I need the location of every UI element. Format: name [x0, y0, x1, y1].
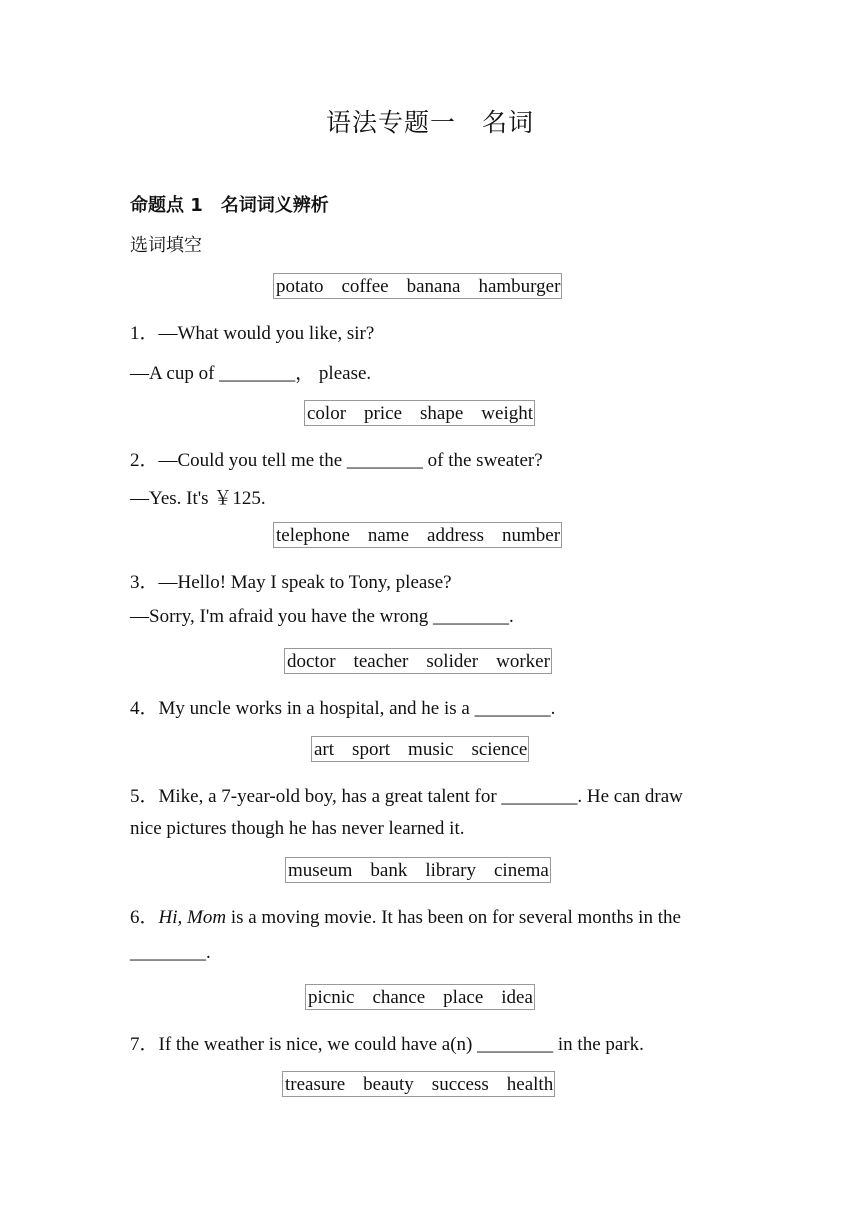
word-box-7 — [305, 984, 535, 1010]
word-option: beauty — [363, 1074, 414, 1095]
word-box-2 — [304, 400, 535, 426]
word-option: worker — [496, 651, 550, 672]
question-5-line-2: nice pictures though he has never learned it. — [130, 818, 465, 839]
word-option: doctor — [287, 651, 336, 672]
word-option: place — [443, 987, 484, 1008]
question-number: 6． — [130, 907, 159, 928]
word-option: weight — [481, 403, 534, 424]
word-option: telephone — [276, 525, 350, 546]
word-option: banana — [406, 276, 461, 297]
question-5-line-1: 5．Mike, a 7-year-old boy, has a great talent for ________. He can draw — [130, 786, 683, 807]
word-option: cinema — [493, 860, 549, 881]
word-box-1 — [273, 273, 562, 299]
word-option: bank — [370, 860, 408, 881]
word-option: art — [314, 739, 335, 760]
word-option: library — [425, 860, 476, 881]
question-2-line-1: 2．—Could you tell me the ________ of the sweater? — [130, 450, 543, 471]
word-option: color — [307, 403, 347, 424]
question-7: 7．If the weather is nice, we could have a(n) ________ in the park. — [130, 1034, 644, 1055]
word-box-8 — [282, 1071, 555, 1097]
word-box-4 — [284, 648, 552, 674]
question-2-line-2: —Yes. It's ￥125. — [130, 488, 266, 509]
question-text: is a moving movie. It has been on for several months in the — [226, 907, 681, 928]
word-option: success — [431, 1074, 489, 1095]
word-option: price — [364, 403, 403, 424]
word-option: sport — [352, 739, 391, 760]
question-6-line-1 — [130, 902, 681, 929]
section-heading: 命题点 1 名词词义辨析 — [130, 195, 329, 216]
word-option: name — [367, 525, 410, 546]
word-option: teacher — [353, 651, 409, 672]
word-option: music — [408, 739, 454, 760]
word-option: picnic — [308, 987, 355, 1008]
word-option: shape — [420, 403, 464, 424]
word-option: coffee — [341, 276, 389, 297]
word-option: chance — [372, 987, 426, 1008]
word-option: science — [471, 739, 528, 760]
question-3-line-2: —Sorry, I'm afraid you have the wrong ________. — [130, 606, 514, 627]
movie-title: Hi, Mom — [158, 907, 227, 928]
word-box-3 — [273, 522, 562, 548]
word-option: potato — [276, 276, 324, 297]
instruction: 选词填空 — [130, 235, 202, 256]
question-1-line-1: 1．—What would you like, sir? — [130, 323, 375, 344]
word-option: treasure — [285, 1074, 346, 1095]
word-option: address — [427, 525, 484, 546]
word-option: solider — [426, 651, 479, 672]
word-option: health — [506, 1074, 554, 1095]
question-1-line-2: —A cup of ________， please. — [130, 363, 372, 384]
word-option: number — [502, 525, 561, 546]
word-option: idea — [501, 987, 533, 1008]
question-4: 4．My uncle works in a hospital, and he is a ________. — [130, 698, 556, 719]
word-box-5 — [311, 736, 529, 762]
word-box-6 — [285, 857, 551, 883]
page-title: 语法专题一 名词 — [325, 108, 534, 137]
word-option: museum — [288, 860, 353, 881]
question-3-line-1: 3．—Hello! May I speak to Tony, please? — [130, 572, 452, 593]
question-6-line-2: ________. — [130, 942, 211, 963]
word-option: hamburger — [478, 276, 561, 297]
